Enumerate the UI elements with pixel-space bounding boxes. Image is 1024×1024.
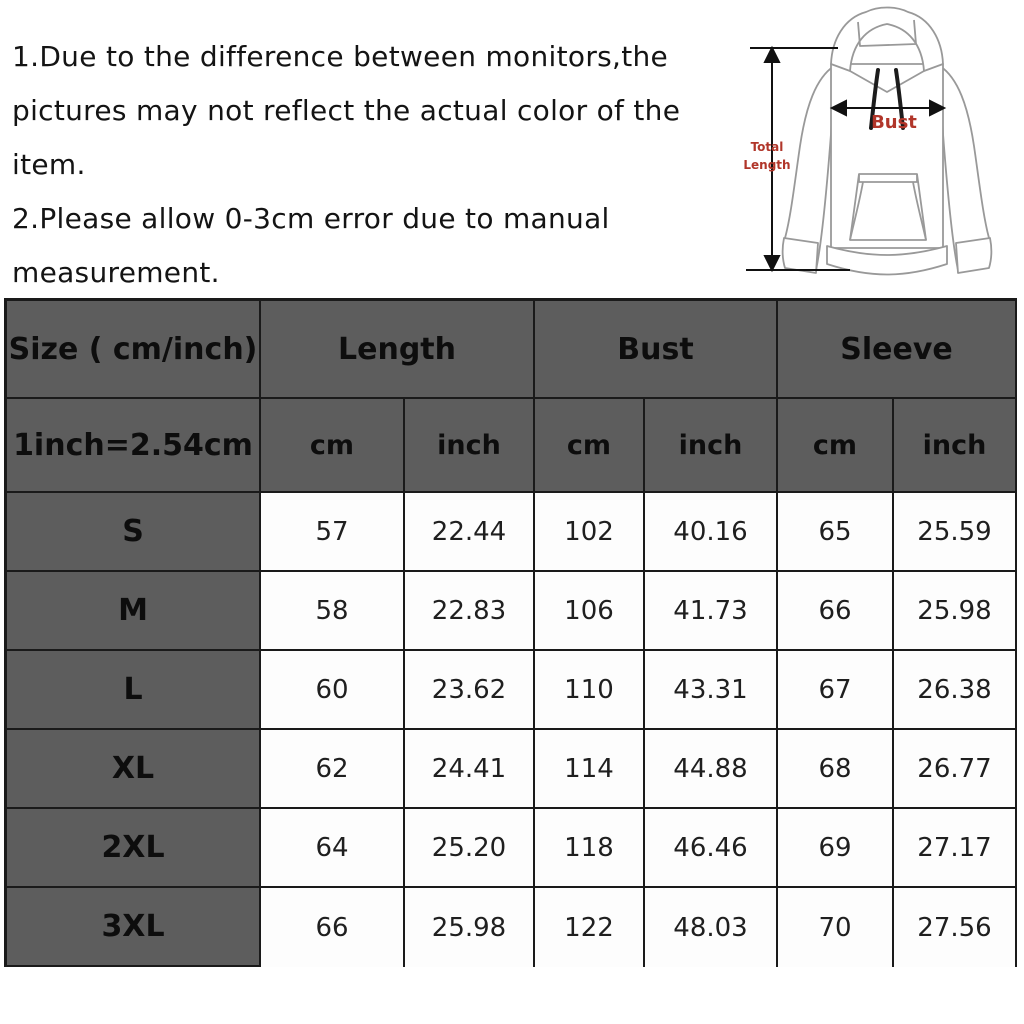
value-cell: 68 — [778, 730, 894, 809]
unit-header-length-inch: inch — [405, 399, 535, 493]
value-cell: 114 — [535, 730, 645, 809]
note-line-5: measurement. — [12, 256, 220, 289]
value-cell: 44.88 — [645, 730, 778, 809]
hoodie-measurement-diagram — [728, 4, 1020, 292]
unit-header-length-cm: cm — [261, 399, 405, 493]
value-cell: 110 — [535, 651, 645, 730]
value-cell: 40.16 — [645, 493, 778, 572]
value-cell: 23.62 — [405, 651, 535, 730]
value-cell: 122 — [535, 888, 645, 967]
value-cell: 65 — [778, 493, 894, 572]
value-cell: 27.56 — [894, 888, 1017, 967]
value-cell: 24.41 — [405, 730, 535, 809]
table-row-m — [7, 572, 1017, 651]
size-label-cell: M — [7, 572, 261, 651]
unit-header-sleeve-cm: cm — [778, 399, 894, 493]
value-cell: 25.20 — [405, 809, 535, 888]
value-cell: 22.44 — [405, 493, 535, 572]
value-cell: 62 — [261, 730, 405, 809]
unit-header-sleeve-inch: inch — [894, 399, 1017, 493]
value-cell: 25.98 — [894, 572, 1017, 651]
value-cell: 60 — [261, 651, 405, 730]
size-label-cell: S — [7, 493, 261, 572]
value-cell: 66 — [778, 572, 894, 651]
note-line-4: 2.Please allow 0-3cm error due to manual — [12, 202, 610, 235]
table-row-s — [7, 493, 1017, 572]
value-cell: 25.98 — [405, 888, 535, 967]
table-row-xl — [7, 730, 1017, 809]
note-line-2: pictures may not reflect the actual color of the — [12, 94, 681, 127]
value-cell: 69 — [778, 809, 894, 888]
unit-header-bust-cm: cm — [535, 399, 645, 493]
table-unit-header-row — [7, 399, 1017, 493]
value-cell: 41.73 — [645, 572, 778, 651]
size-chart-table — [4, 298, 1017, 967]
value-cell: 67 — [778, 651, 894, 730]
size-label-cell: L — [7, 651, 261, 730]
value-cell: 102 — [535, 493, 645, 572]
value-cell: 70 — [778, 888, 894, 967]
value-cell: 66 — [261, 888, 405, 967]
value-cell: 22.83 — [405, 572, 535, 651]
size-label-cell: 2XL — [7, 809, 261, 888]
value-cell: 27.17 — [894, 809, 1017, 888]
note-line-1: 1.Due to the difference between monitors,the — [12, 40, 669, 73]
group-header-bust: Bust — [535, 301, 778, 399]
table-row-3xl — [7, 888, 1017, 967]
value-cell: 26.77 — [894, 730, 1017, 809]
corner-header-cell: Size ( cm/inch) — [7, 301, 261, 399]
value-cell: 57 — [261, 493, 405, 572]
group-header-length: Length — [261, 301, 535, 399]
group-header-sleeve: Sleeve — [778, 301, 1017, 399]
disclaimer-notes — [12, 30, 732, 300]
value-cell: 43.31 — [645, 651, 778, 730]
value-cell: 48.03 — [645, 888, 778, 967]
value-cell: 58 — [261, 572, 405, 651]
total-length-label: Total Length — [743, 140, 791, 172]
value-cell: 64 — [261, 809, 405, 888]
table-group-header-row — [7, 301, 1017, 399]
value-cell: 26.38 — [894, 651, 1017, 730]
value-cell: 46.46 — [645, 809, 778, 888]
bust-label: Bust — [871, 112, 917, 133]
value-cell: 118 — [535, 809, 645, 888]
note-line-3: item. — [12, 148, 86, 181]
size-label-cell: 3XL — [7, 888, 261, 967]
table-row-l — [7, 651, 1017, 730]
value-cell: 25.59 — [894, 493, 1017, 572]
value-cell: 106 — [535, 572, 645, 651]
unit-header-bust-inch: inch — [645, 399, 778, 493]
table-row-2xl — [7, 809, 1017, 888]
conversion-note-cell: 1inch=2.54cm — [7, 399, 261, 493]
size-label-cell: XL — [7, 730, 261, 809]
